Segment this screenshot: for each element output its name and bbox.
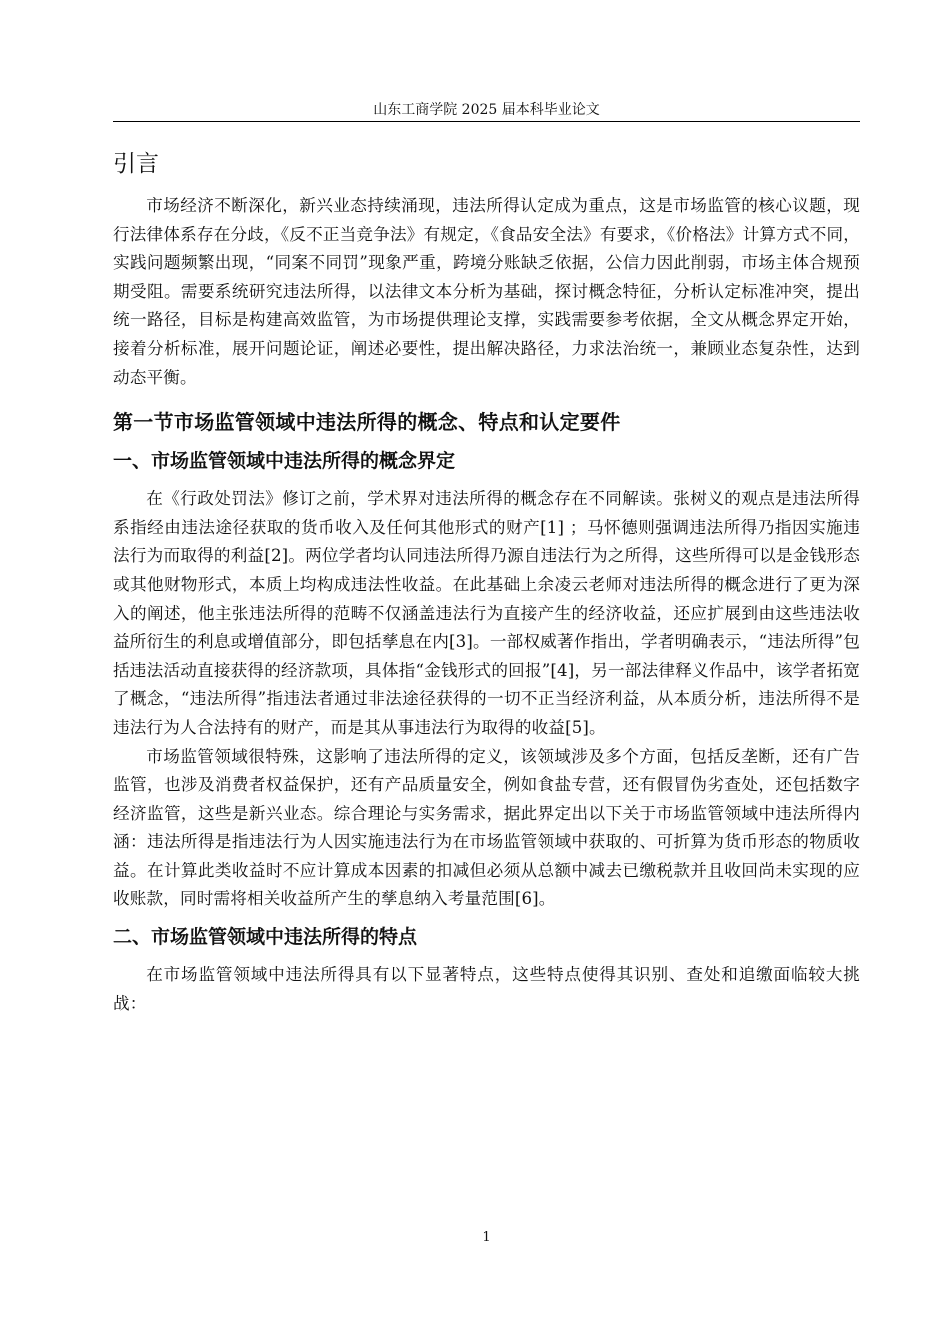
page-number: 1 <box>482 1230 491 1245</box>
intro-heading: 引言 <box>113 151 159 177</box>
subsection-1-paragraph-1: 在《行政处罚法》修订之前，学术界对违法所得的概念存在不同解读。张树义的观点是违法所得系指经由违法途径获取的货币收入及任何其他形式的财产[1] ；马怀德则强调违法所得乃指因实施违法行为而取得的利益[2]。两位学者均认同违法所得乃源自违法行为之所得，这些所得可以是金钱形态或其他财物形式，本质上均构成违法性收益。在此基础上余凌云老师对违法所得的概念进行了更为深入的阐述，他主张违法所得的范畴不仅涵盖违法行为直接产生的经济收益，还应扩展到由这些违法收益所衍生的利息或增值部分，即包括孳息在内[3]。一部权威著作指出，学者明确表示，“违法所得”包括违法活动直接获得的经济款项，具体指“金钱形式的回报”[4]，另一部法律释义作品中，该学者拓宽了概念，“违法所得”指违法者通过非法途径获得的一切不正当经济利益，从本质分析，违法所得不是违法行为人合法持有的财产，而是其从事违法行为取得的收益[5]。 <box>113 489 860 737</box>
page-body <box>113 146 860 1018</box>
subsection-1-paragraph-2: 市场监管领域很特殊，这影响了违法所得的定义，该领域涉及多个方面，包括反垄断，还有广告监管，也涉及消费者权益保护，还有产品质量安全，例如食盐专营，还有假冒伪劣查处，还包括数字经济监管，这些是新兴业态。综合理论与实务需求，据此界定出以下关于市场监管领域中违法所得内涵：违法所得是指违法行为人因实施违法行为在市场监管领域中获取的、可折算为货币形态的物质收益。在计算此类收益时不应计算成本因素的扣减但必须从总额中减去已缴税款并且收回尚未实现的应收账款，同时需将相关收益所产生的孳息纳入考量范围[6]。 <box>113 746 860 909</box>
running-header: 山东工商学院 2025 届本科毕业论文 <box>373 102 600 118</box>
section-1-heading: 第一节市场监管领域中违法所得的概念、特点和认定要件 <box>113 410 621 435</box>
subsection-2-paragraph: 在市场监管领域中违法所得具有以下显著特点，这些特点使得其识别、查处和追缴面临较大挑战： <box>113 965 860 1013</box>
header-divider <box>113 121 860 122</box>
subsection-2-heading: 二、市场监管领域中违法所得的特点 <box>113 926 418 949</box>
subsection-1-heading: 一、市场监管领域中违法所得的概念界定 <box>113 450 456 473</box>
intro-paragraph: 市场经济不断深化，新兴业态持续涌现，违法所得认定成为重点，这是市场监管的核心议题，现行法律体系存在分歧，《反不正当竞争法》有规定，《食品安全法》有要求，《价格法》计算方式不同，实践问题频繁出现，“同案不同罚”现象严重，跨境分账缺乏依据，公信力因此削弱，市场主体合规预期受阻。需要系统研究违法所得，以法律文本分析为基础，探讨概念特征，分析认定标准冲突，提出统一路径，目标是构建高效监管，为市场提供理论支撑，实践需要参考依据，全文从概念界定开始，接着分析标准，展开问题论证，阐述必要性，提出解决路径，力求法治统一，兼顾业态复杂性，达到动态平衡。 <box>113 196 860 387</box>
